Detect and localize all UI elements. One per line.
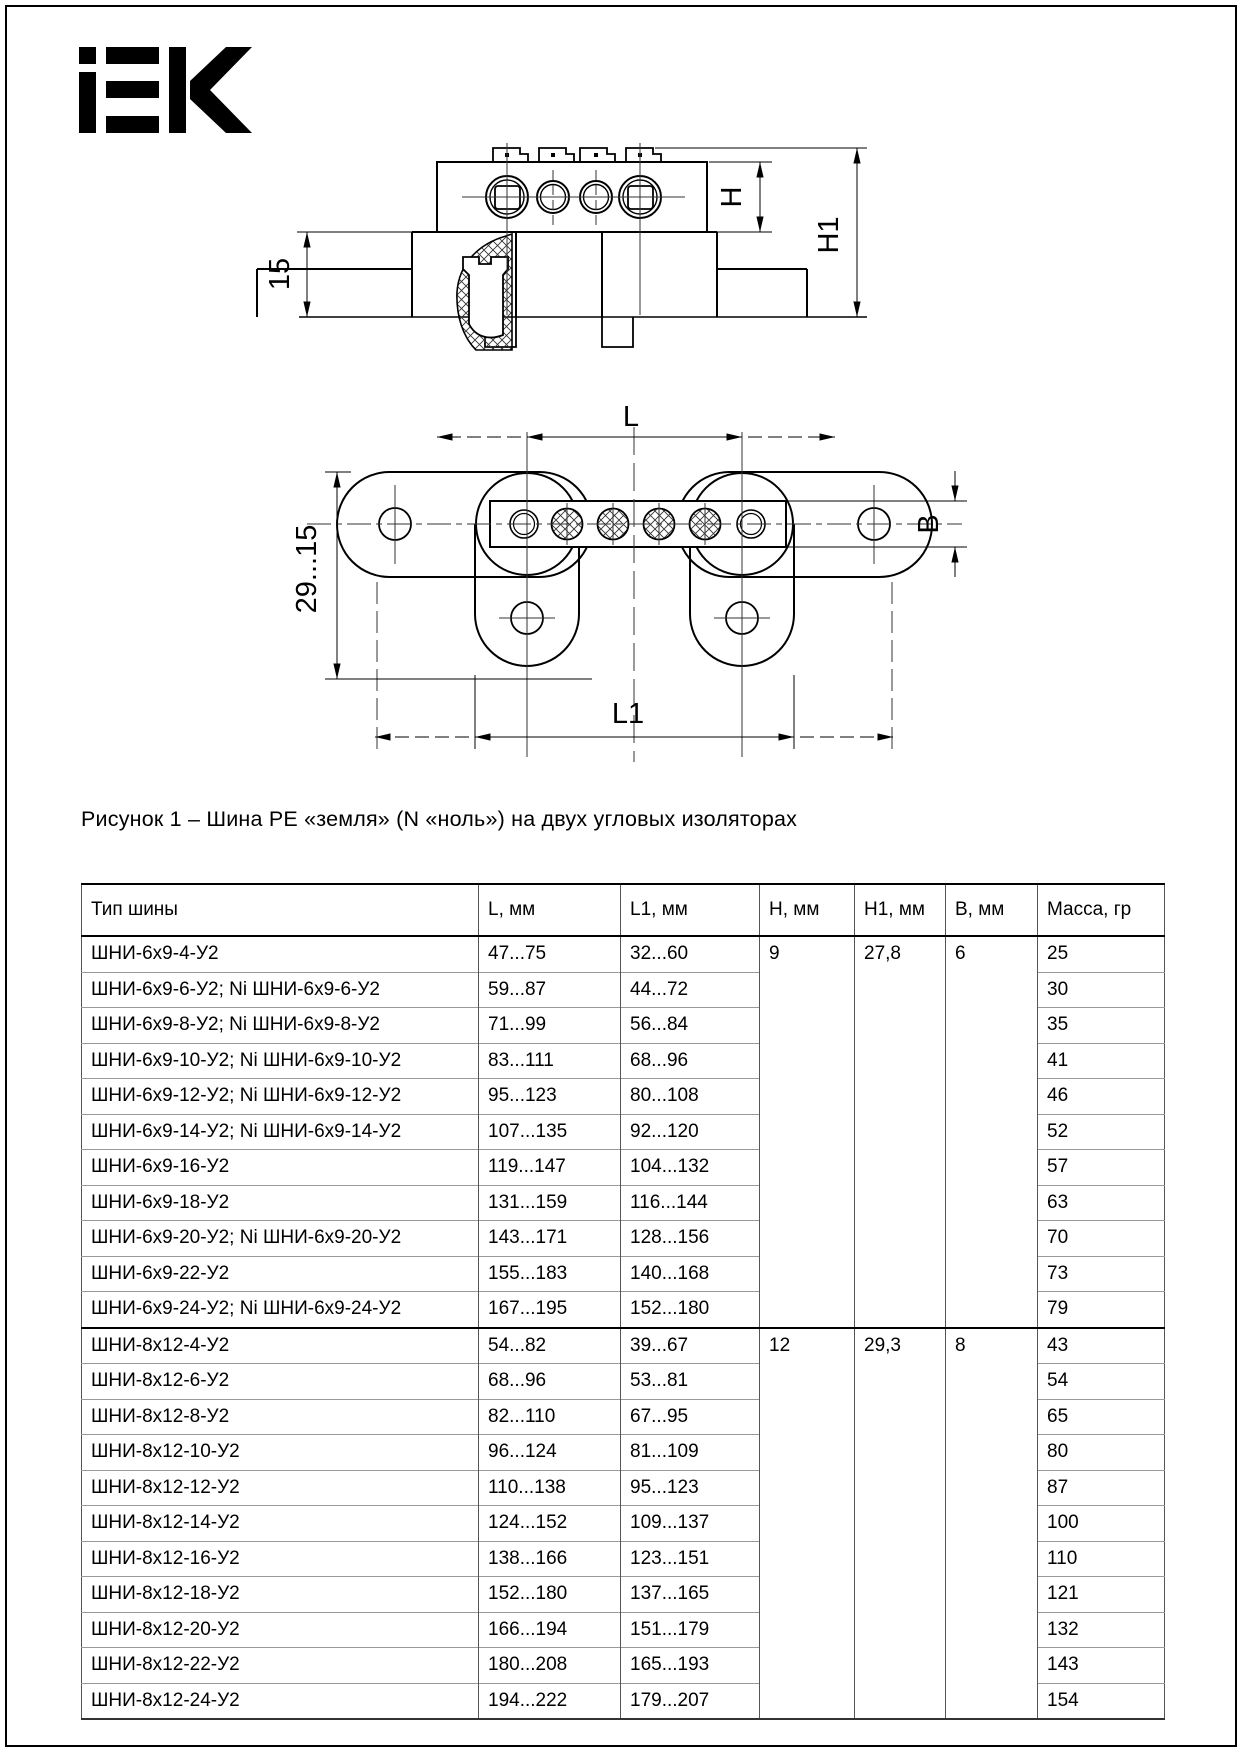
iek-logo <box>79 47 252 133</box>
cell-mass: 70 <box>1038 1221 1165 1257</box>
cell-b-group: 6 <box>946 936 1038 1328</box>
figure-view-side <box>257 143 867 350</box>
cell-mass: 79 <box>1038 1292 1165 1328</box>
cell-l: 107...135 <box>479 1114 621 1150</box>
cell-type: ШНИ-6х9-22-У2 <box>82 1256 479 1292</box>
cell-l: 155...183 <box>479 1256 621 1292</box>
cell-mass: 54 <box>1038 1364 1165 1400</box>
cell-type: ШНИ-6х9-12-У2; Ni ШНИ-6х9-12-У2 <box>82 1079 479 1115</box>
col-header-3: H, мм <box>760 884 855 936</box>
cell-l1: 53...81 <box>621 1364 760 1400</box>
cell-mass: 63 <box>1038 1185 1165 1221</box>
cell-l1: 81...109 <box>621 1435 760 1471</box>
cell-l: 71...99 <box>479 1008 621 1044</box>
cell-l1: 140...168 <box>621 1256 760 1292</box>
cell-l1: 44...72 <box>621 972 760 1008</box>
cell-mass: 25 <box>1038 936 1165 972</box>
cell-mass: 87 <box>1038 1470 1165 1506</box>
dim-label-L1: L1 <box>611 698 645 730</box>
cell-type: ШНИ-8х12-22-У2 <box>82 1648 479 1684</box>
dim-label-B: B <box>913 514 945 534</box>
cell-type: ШНИ-6х9-8-У2; Ni ШНИ-6х9-8-У2 <box>82 1008 479 1044</box>
cell-mass: 41 <box>1038 1043 1165 1079</box>
col-header-0: Тип шины <box>82 884 479 936</box>
cell-l: 68...96 <box>479 1364 621 1400</box>
cell-type: ШНИ-8х12-12-У2 <box>82 1470 479 1506</box>
cell-l1: 116...144 <box>621 1185 760 1221</box>
terminal-tabs <box>493 148 661 162</box>
col-header-5: B, мм <box>946 884 1038 936</box>
dim-label-15: 15 <box>264 257 296 291</box>
cell-mass: 121 <box>1038 1577 1165 1613</box>
cell-l1: 128...156 <box>621 1221 760 1257</box>
cell-l: 96...124 <box>479 1435 621 1471</box>
table-row <box>82 1328 1165 1364</box>
cell-mass: 80 <box>1038 1435 1165 1471</box>
figure-view-top <box>291 401 967 762</box>
dim-label-H1: H1 <box>813 216 845 254</box>
cell-mass: 100 <box>1038 1506 1165 1542</box>
cell-b-group: 8 <box>946 1328 1038 1720</box>
cell-l: 119...147 <box>479 1150 621 1186</box>
cell-type: ШНИ-6х9-24-У2; Ni ШНИ-6х9-24-У2 <box>82 1292 479 1328</box>
col-header-4: H1, мм <box>855 884 946 936</box>
cell-mass: 43 <box>1038 1328 1165 1364</box>
cell-l1: 32...60 <box>621 936 760 972</box>
dim-15 <box>297 232 413 317</box>
datasheet-page <box>5 5 1237 1747</box>
cell-l1: 95...123 <box>621 1470 760 1506</box>
cell-type: ШНИ-6х9-18-У2 <box>82 1185 479 1221</box>
dimensions-table <box>81 883 1165 1720</box>
cell-l: 152...180 <box>479 1577 621 1613</box>
cell-l: 194...222 <box>479 1683 621 1719</box>
cell-type: ШНИ-8х12-20-У2 <box>82 1612 479 1648</box>
cell-mass: 132 <box>1038 1612 1165 1648</box>
figure-drawing <box>7 7 1235 797</box>
cell-mass: 110 <box>1038 1541 1165 1577</box>
cell-l: 166...194 <box>479 1612 621 1648</box>
cell-l1: 152...180 <box>621 1292 760 1328</box>
cell-l1: 123...151 <box>621 1541 760 1577</box>
cell-type: ШНИ-8х12-8-У2 <box>82 1399 479 1435</box>
cell-l: 47...75 <box>479 936 621 972</box>
cell-mass: 57 <box>1038 1150 1165 1186</box>
dim-label-H: H <box>716 186 748 208</box>
cell-l1: 104...132 <box>621 1150 760 1186</box>
cell-l1: 137...165 <box>621 1577 760 1613</box>
cell-l1: 165...193 <box>621 1648 760 1684</box>
cell-l1: 179...207 <box>621 1683 760 1719</box>
dim-label-L: L <box>622 401 640 433</box>
cell-type: ШНИ-6х9-6-У2; Ni ШНИ-6х9-6-У2 <box>82 972 479 1008</box>
cell-l: 54...82 <box>479 1328 621 1364</box>
cell-h1-group: 29,3 <box>855 1328 946 1720</box>
col-header-1: L, мм <box>479 884 621 936</box>
cell-mass: 30 <box>1038 972 1165 1008</box>
cell-l1: 56...84 <box>621 1008 760 1044</box>
cell-l1: 67...95 <box>621 1399 760 1435</box>
cell-type: ШНИ-8х12-4-У2 <box>82 1328 479 1364</box>
cell-l: 124...152 <box>479 1506 621 1542</box>
insulator-section <box>457 234 512 350</box>
cell-mass: 35 <box>1038 1008 1165 1044</box>
cell-l1: 68...96 <box>621 1043 760 1079</box>
cell-type: ШНИ-6х9-14-У2; Ni ШНИ-6х9-14-У2 <box>82 1114 479 1150</box>
cell-l: 82...110 <box>479 1399 621 1435</box>
cell-type: ШНИ-8х12-6-У2 <box>82 1364 479 1400</box>
dim-label-29-15: 29...15 <box>291 524 323 614</box>
cell-type: ШНИ-6х9-4-У2 <box>82 936 479 972</box>
cell-mass: 73 <box>1038 1256 1165 1292</box>
cell-l1: 80...108 <box>621 1079 760 1115</box>
table-header-row <box>82 884 1165 936</box>
cell-h-group: 9 <box>760 936 855 1328</box>
cell-mass: 52 <box>1038 1114 1165 1150</box>
cell-type: ШНИ-6х9-20-У2; Ni ШНИ-6х9-20-У2 <box>82 1221 479 1257</box>
cell-type: ШНИ-8х12-18-У2 <box>82 1577 479 1613</box>
cell-mass: 143 <box>1038 1648 1165 1684</box>
cell-type: ШНИ-8х12-10-У2 <box>82 1435 479 1471</box>
cell-type: ШНИ-8х12-14-У2 <box>82 1506 479 1542</box>
cell-l: 110...138 <box>479 1470 621 1506</box>
cell-l1: 109...137 <box>621 1506 760 1542</box>
cell-l: 180...208 <box>479 1648 621 1684</box>
cell-type: ШНИ-6х9-16-У2 <box>82 1150 479 1186</box>
cell-l: 59...87 <box>479 972 621 1008</box>
cell-type: ШНИ-8х12-16-У2 <box>82 1541 479 1577</box>
cell-l1: 92...120 <box>621 1114 760 1150</box>
table-row <box>82 936 1165 972</box>
col-header-6: Масса, гр <box>1038 884 1165 936</box>
cell-l1: 39...67 <box>621 1328 760 1364</box>
cell-mass: 154 <box>1038 1683 1165 1719</box>
cell-mass: 65 <box>1038 1399 1165 1435</box>
cell-l: 143...171 <box>479 1221 621 1257</box>
col-header-2: L1, мм <box>621 884 760 936</box>
cell-l: 131...159 <box>479 1185 621 1221</box>
cell-mass: 46 <box>1038 1079 1165 1115</box>
cell-h1-group: 27,8 <box>855 936 946 1328</box>
cell-type: ШНИ-6х9-10-У2; Ni ШНИ-6х9-10-У2 <box>82 1043 479 1079</box>
table-header <box>82 884 1165 936</box>
cell-l: 95...123 <box>479 1079 621 1115</box>
cell-h-group: 12 <box>760 1328 855 1720</box>
cell-type: ШНИ-8х12-24-У2 <box>82 1683 479 1719</box>
cell-l: 83...111 <box>479 1043 621 1079</box>
cell-l: 167...195 <box>479 1292 621 1328</box>
cell-l: 138...166 <box>479 1541 621 1577</box>
figure-caption: Рисунок 1 – Шина PE «земля» (N «ноль») на двух угловых изоляторах <box>81 807 798 831</box>
cell-l1: 151...179 <box>621 1612 760 1648</box>
